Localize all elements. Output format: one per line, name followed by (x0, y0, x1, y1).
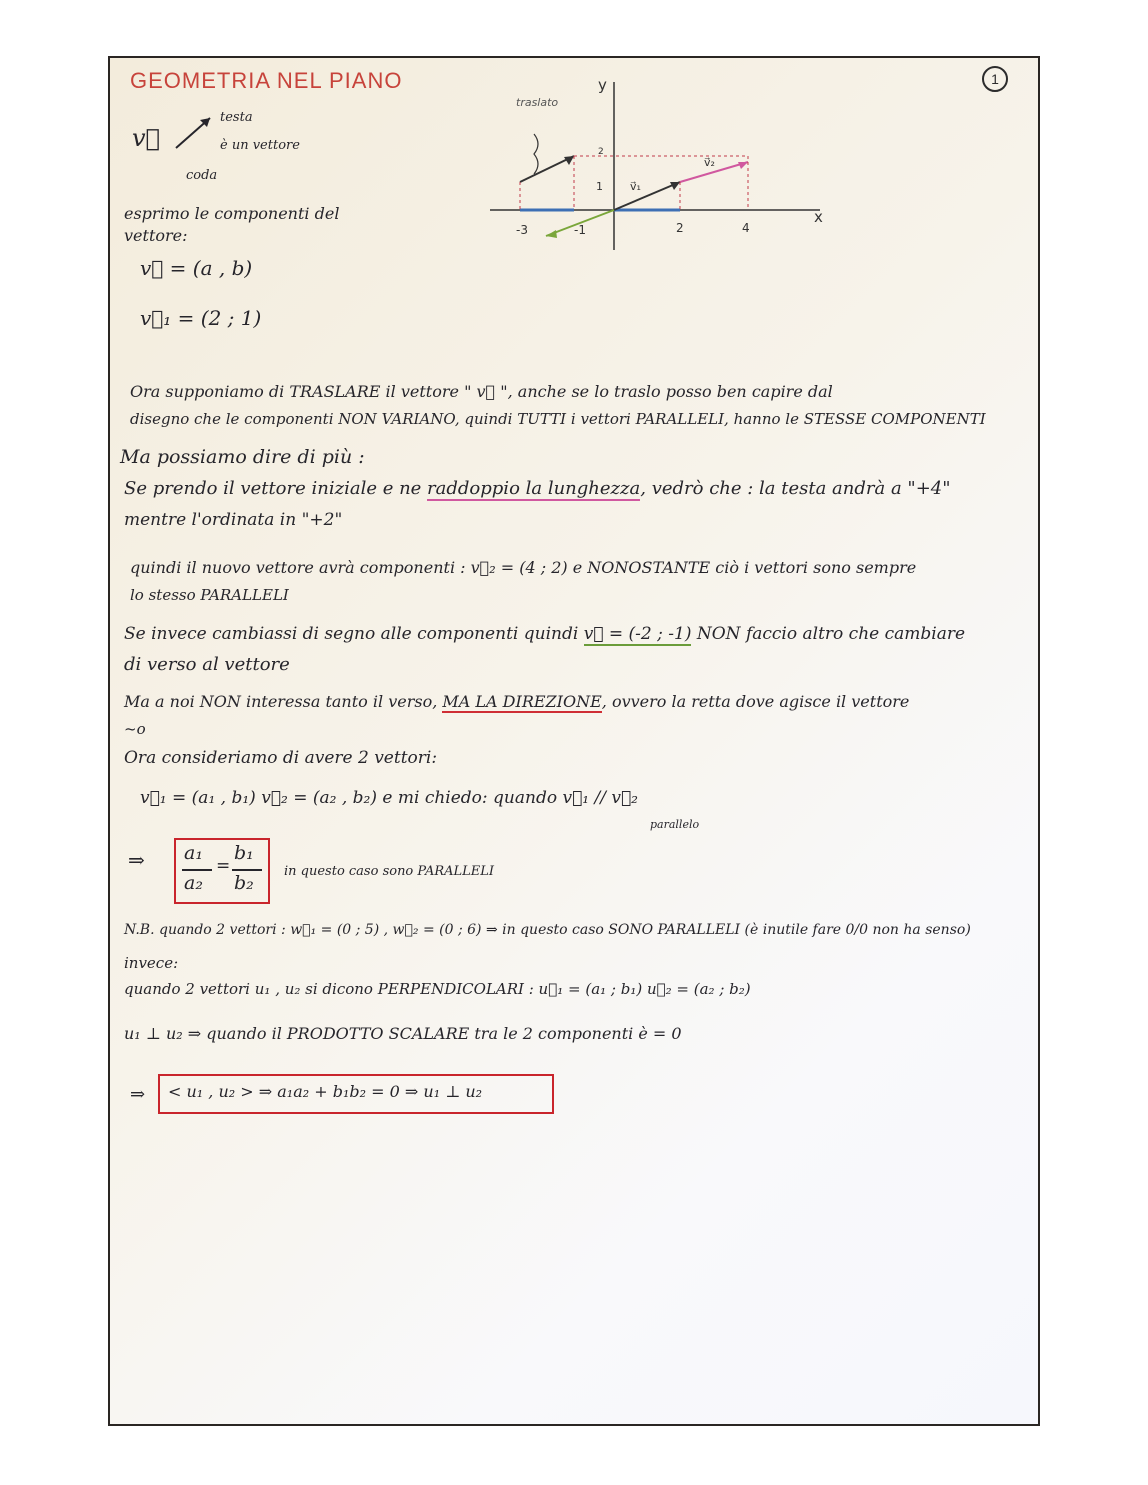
x-axis-label: x (814, 208, 823, 226)
tick-y-2: 2 (598, 147, 604, 157)
final-arrow: ⇒ (130, 1084, 146, 1105)
body-line-9: di verso al vettore (124, 654, 290, 675)
ratio-b1: b₁ (234, 842, 254, 864)
notebook-page (110, 58, 1038, 1424)
page-title: GEOMETRIA NEL PIANO (130, 68, 403, 93)
body-line-8c: NON faccio altro che cambiare (691, 624, 966, 644)
tick-x-neg3: -3 (516, 223, 528, 237)
body-line-4 (124, 478, 951, 499)
ratio-b2: b₂ (234, 872, 254, 894)
tick-x-2: 2 (676, 221, 684, 235)
perpendicular-line-1: quando 2 vettori u₁ , u₂ si dicono PERPENDICOLARI : u⃗₁ = (a₁ ; b₁) u⃗₂ = (a₂ ; b₂) (124, 980, 751, 998)
ratio-a1: a₁ (184, 842, 203, 864)
implies-arrow: ⇒ (128, 848, 145, 872)
body-line-10a: Ma a noi NON interessa tanto il verso, (124, 692, 443, 711)
parallel-ratio-box (174, 838, 270, 904)
body-line-4a: Se prendo il vettore iniziale e ne (124, 478, 428, 499)
formula-v: v⃗ = (a , b) (140, 256, 253, 280)
vector-sketch (128, 106, 348, 186)
ratio-a2: a₂ (184, 872, 203, 894)
body-line-8 (124, 624, 965, 644)
body-line-4c: , vedrò che : la testa andrà a "+4" (640, 478, 951, 499)
body-line-2: disegno che le componenti NON VARIANO, quindi TUTTI i vettori PARALLELI, hanno le STESSE COMPONENTI (130, 410, 986, 428)
body-line-7: lo stesso PARALLELI (130, 586, 289, 604)
intro-line-2: vettore: (124, 226, 188, 245)
body-line-3: Ma possiamo dire di più : (120, 446, 365, 468)
body-line-11: ~o (124, 720, 146, 738)
vector-symbol: v⃗ (132, 124, 160, 152)
y-axis-label: y (598, 76, 607, 94)
ratio-note: in questo caso sono PARALLELI (284, 864, 495, 879)
formula-v1: v⃗₁ = (2 ; 1) (140, 306, 262, 330)
ratio-equals: = (216, 856, 231, 876)
page-number: 1 (982, 66, 1008, 92)
intro-line-1: esprimo le componenti del (124, 204, 340, 223)
body-line-10 (124, 692, 909, 711)
opposite-vector-highlight: v⃗ = (-2 ; -1) (583, 624, 692, 644)
scalar-product-formula: < u₁ , u₂ > ⇒ a₁a₂ + b₁b₂ = 0 ⇒ u₁ ⊥ u₂ (168, 1082, 483, 1101)
v1-label: v⃗₁ (630, 180, 641, 193)
perpendicular-line-2: u₁ ⊥ u₂ ⇒ quando il PRODOTTO SCALARE tra le 2 componenti è = 0 (124, 1024, 682, 1043)
direction-highlight: MA LA DIREZIONE (442, 692, 602, 711)
body-line-10c: , ovvero la retta dove agisce il vettore (601, 692, 910, 711)
body-line-12: Ora consideriamo di avere 2 vettori: (124, 748, 438, 768)
translated-label: traslato (516, 96, 559, 109)
invece-line: invece: (124, 954, 179, 972)
fraction-bar-b (232, 869, 262, 871)
coordinate-graph (490, 72, 830, 252)
scalar-product-box (158, 1074, 554, 1114)
body-line-1: Ora supponiamo di TRASLARE il vettore " v⃗ ", anche se lo traslo posso ben capire dal (130, 382, 833, 401)
tick-x-4: 4 (742, 221, 750, 235)
head-label: testa (220, 110, 253, 125)
parallel-note: parallelo (650, 818, 700, 831)
body-line-13: v⃗₁ = (a₁ , b₁) v⃗₂ = (a₂ , b₂) e mi chiedo: quando v⃗₁ // v⃗₂ (140, 788, 638, 808)
tick-x-neg1: -1 (574, 223, 586, 237)
nb-line: N.B. quando 2 vettori : w⃗₁ = (0 ; 5) , w⃗₂ = (0 ; 6) ⇒ in questo caso SONO PARALLELI (è inutile fare 0/0 non ha senso) (124, 922, 971, 938)
tick-y-1: 1 (596, 180, 603, 193)
body-line-6: quindi il nuovo vettore avrà componenti : v⃗₂ = (4 ; 2) e NONOSTANTE ciò i vettori sono sempre (130, 558, 917, 577)
tail-label: coda (186, 168, 218, 183)
is-vector-label: è un vettore (220, 138, 300, 153)
double-length-highlight: raddoppio la lunghezza (427, 478, 641, 499)
body-line-8a: Se invece cambiassi di segno alle componenti quindi (124, 624, 584, 644)
v2-label: v⃗₂ (704, 156, 715, 169)
body-line-5: mentre l'ordinata in "+2" (124, 510, 343, 530)
fraction-bar-a (182, 869, 212, 871)
